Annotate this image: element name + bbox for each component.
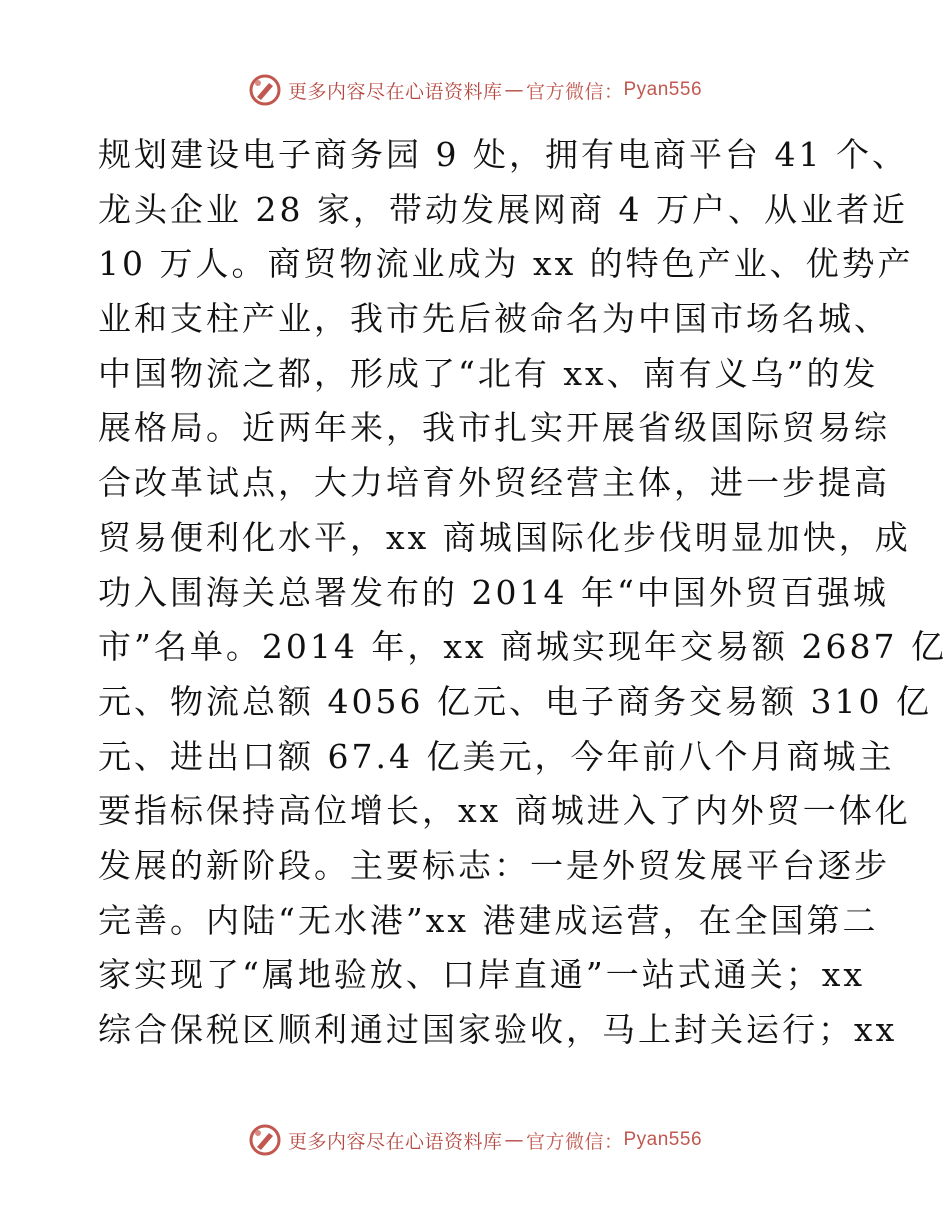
footer-banner-text: 更多内容尽在心语资料库 xyxy=(287,1130,503,1153)
footer-wechat-account: Pyan556 xyxy=(623,1129,703,1150)
header-banner xyxy=(0,70,950,110)
body-line: 合改革试点，大力培育外贸经营主体，进一步提高 xyxy=(98,463,890,503)
body-line: 元、物流总额 4056 亿元、电子商务交易额 310 亿 xyxy=(98,681,932,721)
body-line: 贸易便利化水平，xx 商城国际化步伐明显加快，成 xyxy=(98,517,911,557)
header-wechat-account: Pyan556 xyxy=(623,79,703,100)
body-line: 发展的新阶段。主要标志：一是外贸发展平台逐步 xyxy=(98,845,890,885)
body-line: 功入围海关总署发布的 2014 年“中国外贸百强城 xyxy=(98,572,889,612)
header-wechat-label: 官方微信： xyxy=(525,80,624,103)
body-line: 市”名单。2014 年，xx 商城实现年交易额 2687 亿 xyxy=(98,627,948,667)
footer-wechat-label: 官方微信： xyxy=(525,1130,624,1153)
document-body xyxy=(98,128,948,1058)
footer-banner-separator: — xyxy=(504,1129,524,1151)
body-line: 规划建设电子商务园 9 处，拥有电商平台 41 个、 xyxy=(98,135,908,174)
brand-logo-icon xyxy=(248,1123,282,1157)
body-line: 元、进出口额 67.4 亿美元，今年前八个月商城主 xyxy=(98,736,895,776)
header-banner-separator: — xyxy=(504,79,524,101)
footer-banner xyxy=(0,1120,950,1160)
body-line: 10 万人。商贸物流业成为 xx 的特色产业、优势产 xyxy=(98,244,914,284)
body-line: 完善。内陆“无水港”xx 港建成运营，在全国第二 xyxy=(98,900,879,940)
body-line: 中国物流之都，形成了“北有 xx、南有义乌”的发 xyxy=(98,353,879,393)
brand-logo-icon xyxy=(248,73,282,107)
body-line: 龙头企业 28 家，带动发展网商 4 万户、从业者近 xyxy=(98,189,908,229)
body-line: 要指标保持高位增长，xx 商城进入了内外贸一体化 xyxy=(98,791,911,831)
body-line: 家实现了“属地验放、口岸直通”一站式通关；xx xyxy=(98,955,865,995)
header-banner-text: 更多内容尽在心语资料库 xyxy=(287,80,503,103)
body-line: 展格局。近两年来，我市扎实开展省级国际贸易综 xyxy=(98,408,890,448)
body-line: 综合保税区顺利通过国家验收，马上封关运行；xx xyxy=(98,1010,898,1049)
body-line: 业和支柱产业，我市先后被命名为中国市场名城、 xyxy=(98,299,890,339)
